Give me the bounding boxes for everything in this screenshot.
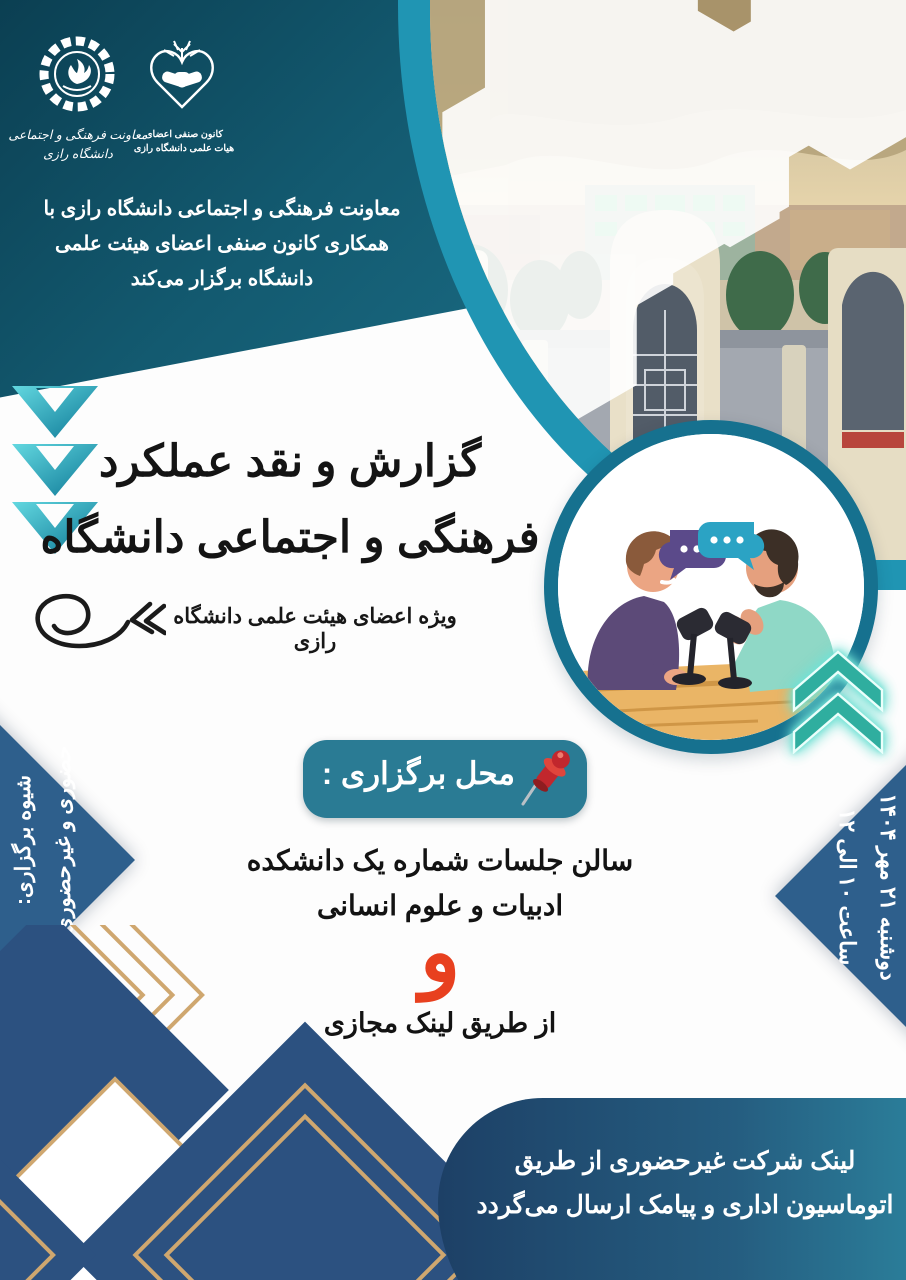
organizer-statement (18, 192, 426, 297)
venue-label: محل برگزاری : (321, 756, 515, 791)
method-line1: شیوه برگزاری: (12, 774, 35, 906)
footer-line2: اتوماسیون اداری و پیامک ارسال می‌گردد (476, 1190, 894, 1219)
logo-left-caption-line1: معاونت فرهنگی و اجتماعی (8, 128, 148, 142)
venue-label-box (303, 740, 587, 818)
footer-line1: لینک شرکت غیرحضوری از طریق (514, 1147, 856, 1175)
event-time: ساعت ۱۰ الی ۱۲ (835, 808, 861, 966)
event-title (28, 424, 552, 575)
faculty-guild-logo-caption (128, 128, 240, 157)
pushpin-icon (521, 748, 573, 808)
method-line2: حضوری و غیرحضوری (51, 746, 75, 934)
cultural-deputy-logo-caption (8, 126, 148, 164)
organizer-line1: معاونت فرهنگی و اجتماعی دانشگاه رازی با (43, 198, 401, 220)
subtitle-row (18, 582, 498, 662)
organizer-line3: دانشگاه برگزار می‌کند (130, 268, 314, 290)
datetime-band-text (782, 704, 906, 1070)
diamond-decor (0, 925, 460, 1280)
conjunction-vav: و (419, 905, 461, 999)
subtitle-text: ویژه اعضای هیئت علمی دانشگاه رازی (173, 605, 457, 653)
title-line1: گزارش و نقد عملکرد (98, 437, 482, 486)
logo-right-caption-line2: هیات علمی دانشگاه رازی (133, 143, 235, 155)
footer-blob (438, 1098, 906, 1280)
organizer-line2: همکاری کانون صنفی اعضای هیئت علمی (55, 233, 389, 255)
doodle-arrow-icon (26, 582, 166, 662)
event-date: دوشنبه ۲۱ مهر ۱۴۰۴ (876, 793, 901, 981)
venue-line1: سالن جلسات شماره یک دانشکده (246, 845, 634, 876)
cultural-deputy-rosette-logo-icon (36, 34, 118, 122)
logo-right-caption-line1: کانون صنفی اعضای (145, 129, 223, 140)
logo-left-caption-line2: دانشگاه رازی (43, 146, 113, 161)
venue-line2: ادبیات و علوم انسانی (316, 890, 564, 922)
title-line2: فرهنگی و اجتماعی دانشگاه (40, 512, 540, 562)
footer-note (460, 1140, 906, 1228)
faculty-guild-heart-handshake-logo-icon (140, 38, 224, 126)
online-option: از طریق لینک مجازی (323, 1008, 557, 1038)
